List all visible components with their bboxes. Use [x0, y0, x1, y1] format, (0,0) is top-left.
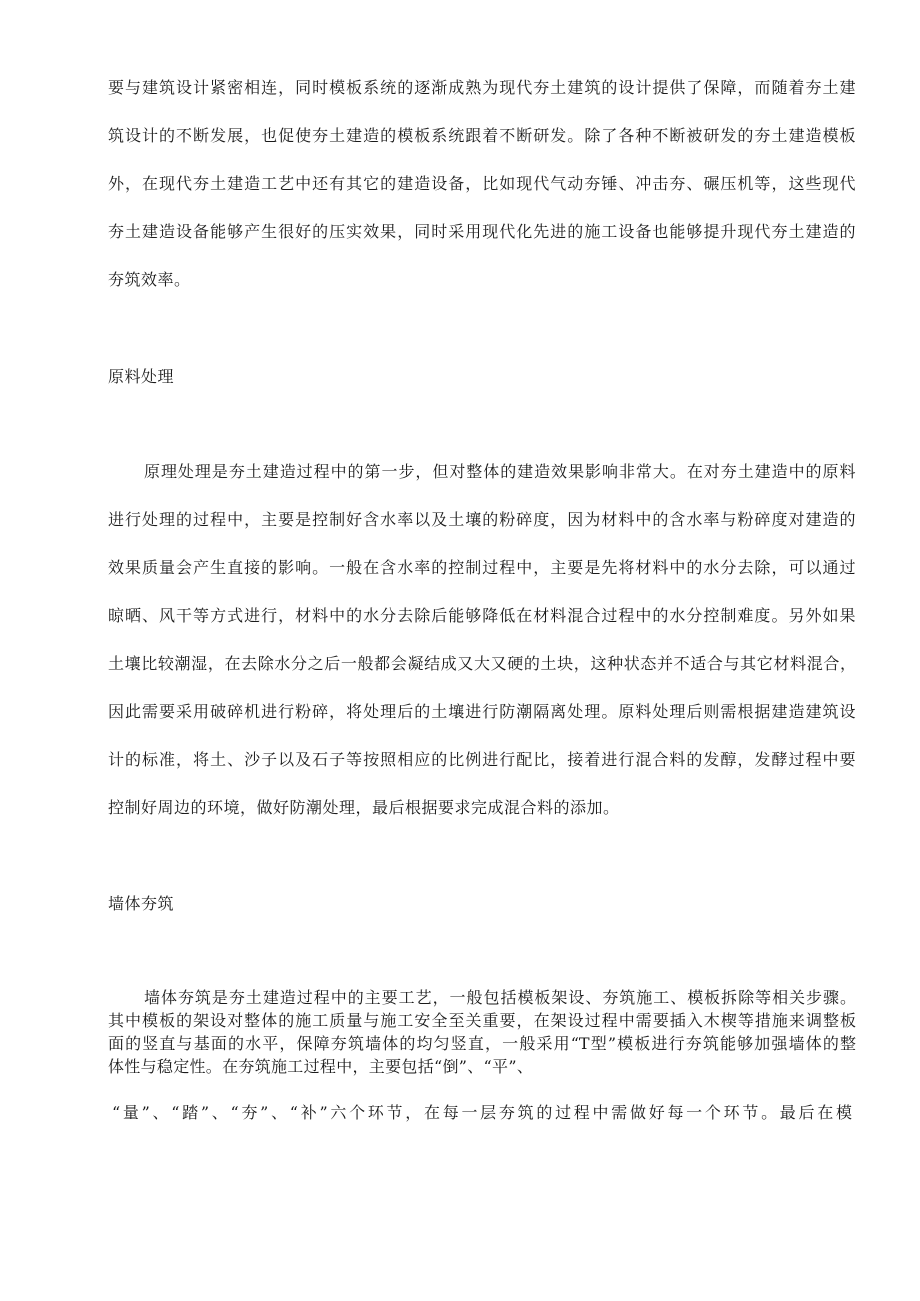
paragraph-line: 土壤比较潮湿，在去除水分之后一般都会凝结成又大又硬的土块，这种状态并不适合与其它材料混合，	[108, 654, 856, 673]
paragraph-line: 要与建筑设计紧密相连，同时模板系统的逐渐成熟为现代夯土建筑的设计提供了保障，而随着夯土建	[108, 78, 856, 97]
paragraph-line: 原理处理是夯土建造过程中的第一步，但对整体的建造效果影响非常大。在对夯土建造中的原料	[144, 462, 856, 481]
paragraph-line: 其中模板的架设对整体的施工质量与施工安全至关重要，在架设过程中需要插入木楔等措施来调整板	[108, 1011, 856, 1030]
section-heading: 墙体夯筑	[108, 894, 175, 913]
paragraph-line: “量”、“踏”、“夯”、“补”六个环节，在每一层夯筑的过程中需做好每一个环节。最后在模	[112, 1103, 852, 1122]
paragraph-line: 体性与稳定性。在夯筑施工过程中，主要包括“倒”、“平”、	[108, 1057, 534, 1076]
paragraph-line: 墙体夯筑是夯土建造过程中的主要工艺，一般包括模板架设、夯筑施工、模板拆除等相关步骤。	[144, 988, 856, 1007]
paragraph-line: 因此需要采用破碎机进行粉碎，将处理后的土壤进行防潮隔离处理。原料处理后则需根据建造建筑设	[108, 702, 856, 721]
paragraph-line: 效果质量会产生直接的影响。一般在含水率的控制过程中，主要是先将材料中的水分去除，可以通过	[108, 558, 856, 577]
section-heading: 原料处理	[108, 367, 175, 386]
paragraph-line: 控制好周边的环境，做好防潮处理，最后根据要求完成混合料的添加。	[108, 798, 620, 817]
paragraph-line: 晾晒、风干等方式进行，材料中的水分去除后能够降低在材料混合过程中的水分控制难度。另外如果	[108, 606, 856, 625]
paragraph-line: 计的标准，将土、沙子以及石子等按照相应的比例进行配比，接着进行混合料的发醇，发酵过程中要	[108, 750, 856, 769]
paragraph-line: 进行处理的过程中，主要是控制好含水率以及土壤的粉碎度，因为材料中的含水率与粉碎度对建造的	[108, 510, 856, 529]
paragraph-line: 夯筑效率。	[108, 270, 191, 289]
paragraph-line: 筑设计的不断发展，也促使夯土建造的模板系统跟着不断研发。除了各种不断被研发的夯土建造模板	[108, 126, 856, 145]
paragraph-line: 夯土建造设备能够产生很好的压实效果，同时采用现代化先进的施工设备也能够提升现代夯土建造的	[108, 222, 856, 241]
paragraph-line: 外，在现代夯土建造工艺中还有其它的建造设备，比如现代气动夯锤、冲击夯、碾压机等，这些现代	[108, 174, 856, 193]
paragraph-line: 面的竖直与基面的水平，保障夯筑墙体的均匀竖直，一般采用“T型”模板进行夯筑能够加强墙体的整	[108, 1034, 856, 1053]
